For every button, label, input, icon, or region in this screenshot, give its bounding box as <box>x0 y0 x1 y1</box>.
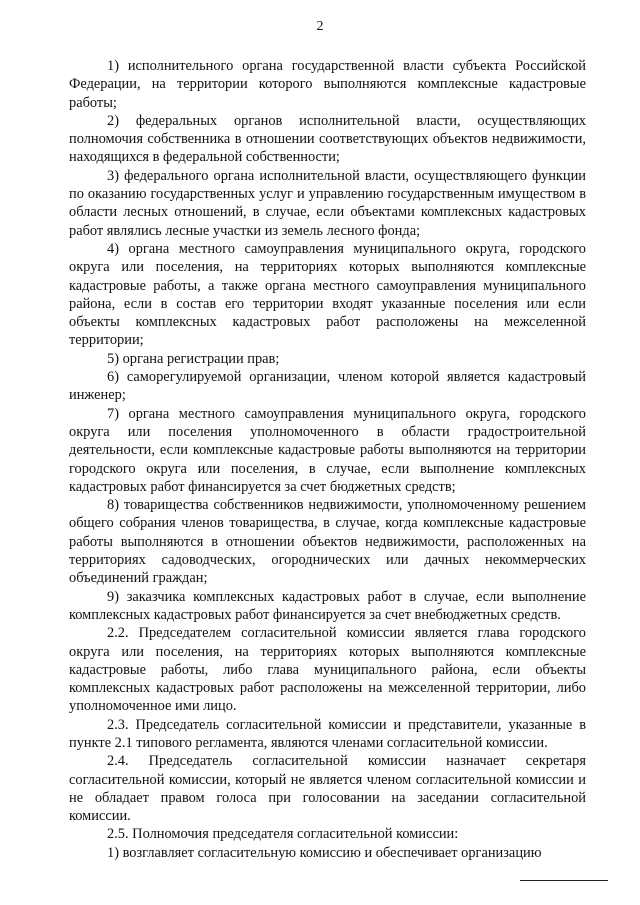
paragraph-3: 3) федерального органа исполнительной власти, осуществляющего функции по оказанию государственных услуг и управлению государственным имуществом в области лесных отношений, в случае, если объектами комплексных кадастровых работ являлись лесные участки из земель лесного фонда; <box>69 167 586 239</box>
paragraph-1: 1) исполнительного органа государственной власти субъекта Российской Федерации, на территории которого выполняются комплексные кадастровые работы; <box>69 58 586 111</box>
paragraph-2-5-1: 1) возглавляет согласительную комиссию и обеспечивает организацию <box>107 844 542 861</box>
paragraph-2-2: 2.2. Председателем согласительной комиссии является глава городского округа или поселения, на территориях которых выполняются комплексные кадастровые работы, либо глава муниципального района, если объекты комплексных кадастровых работ расположены на межселенной территории, либо уполномоченное ими лицо. <box>69 625 586 715</box>
paragraph-6: 6) саморегулируемой организации, членом которой является кадастровый инженер; <box>69 369 586 404</box>
paragraph-2-5: 2.5. Полномочия председателя согласительной комиссии: <box>107 826 459 843</box>
page-number: 2 <box>316 19 324 34</box>
paragraph-8: 8) товарищества собственников недвижимости, уполномоченному решением общего собрания членов товарищества, в случае, когда комплексные кадастровые работы выполняются в отношении объектов недвижимости, расположенных на территориях садоводческих, огороднических или дачных некоммерческих объединений граждан; <box>69 497 586 587</box>
paragraph-5: 5) органа регистрации прав; <box>107 350 280 367</box>
paragraph-2: 2) федеральных органов исполнительной власти, осуществляющих полномочия собственника в отношении соответствующих объектов недвижимости, находящихся в федеральной собственности; <box>69 112 586 166</box>
paragraph-2-4: 2.4. Председатель согласительной комиссии назначает секретаря согласительной комиссии, который не является членом согласительной комиссии и не обладает правом голоса при голосовании на заседании согласительной комиссии. <box>69 753 586 825</box>
paragraph-7: 7) органа местного самоуправления муниципального округа, городского округа или поселения уполномоченного в области градостроительной деятельности, если комплексные кадастровые работы выполняются на территории городского округа или поселения, в случае, если выполнение комплексных кадастровых работ финансируется за счет бюджетных средств; <box>69 405 586 495</box>
footer-divider <box>520 880 608 881</box>
document-body <box>69 57 586 862</box>
paragraph-9: 9) заказчика комплексных кадастровых работ в случае, если выполнение комплексных кадастровых работ финансируется за счет внебюджетных средств. <box>69 588 586 623</box>
paragraph-4: 4) органа местного самоуправления муниципального округа, городского округа или поселения, на территориях которых выполняются комплексные кадастровые работы, а также органа местного самоуправления муниципального района, если в состав его территории входят указанные поселения или если объекты комплексных кадастровых работ расположены на межселенной территории; <box>69 240 586 349</box>
paragraph-2-3: 2.3. Председатель согласительной комиссии и представители, указанные в пункте 2.1 типового регламента, являются членами согласительной комиссии. <box>69 716 586 751</box>
